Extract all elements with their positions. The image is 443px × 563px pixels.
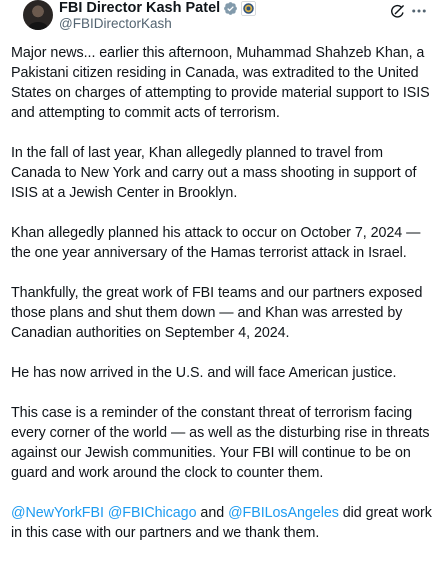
author-handle[interactable]: @FBIDirectorKash [59, 16, 172, 31]
post-actions [386, 0, 430, 22]
post-header [11, 0, 432, 34]
verified-badge-icon[interactable] [223, 1, 238, 16]
post-paragraph-7 [11, 503, 435, 543]
post-paragraph-1: Major news... earlier this afternoon, Muhammad Shahzeb Khan, a Pakistani citizen residing in Canada, was extradited to the United States on charges of attempting to provide material support to ISIS and attempting to commit acts of terrorism. [11, 45, 430, 121]
author-display-name[interactable]: FBI Director Kash Patel [59, 0, 221, 16]
post-paragraph-7-rest: did great work in this case with our partners and we thank them. [11, 505, 432, 541]
mention-connector: and [196, 505, 229, 521]
post-paragraph-3: Khan allegedly planned his attack to occur on October 7, 2024 — the one year anniversary of the Hamas terrorist attack in Israel. [11, 225, 421, 261]
author-name-row [59, 0, 256, 16]
post-paragraph-6: This case is a reminder of the constant threat of terrorism facing every corner of the world — as well as the disturbing rise in threats against our Jewish communities. Your FBI will continue to be on guard and work around the clock to counter them. [11, 405, 430, 481]
post-paragraph-5: He has now arrived in the U.S. and will face American justice. [11, 365, 397, 381]
mention-newyorkfbi[interactable]: @NewYorkFBI [11, 505, 104, 521]
more-options-icon[interactable] [408, 0, 430, 22]
mention-fbilosangeles[interactable]: @FBILosAngeles [228, 505, 339, 521]
mention-fbichicago[interactable]: @FBIChicago [107, 505, 197, 521]
author-info [59, 0, 256, 32]
avatar[interactable] [23, 0, 53, 30]
post-paragraph-2: In the fall of last year, Khan allegedly planned to travel from Canada to New York and carry out a mass shooting in support of ISIS at a Jewish Center in Brooklyn. [11, 145, 417, 201]
post-paragraph-4: Thankfully, the great work of FBI teams and our partners exposed those plans and shut them down — and Khan was arrested by Canadian authorities on September 4, 2024. [11, 285, 423, 341]
post-text [11, 43, 435, 563]
grok-icon[interactable] [386, 0, 408, 22]
government-seal-icon [241, 1, 256, 16]
